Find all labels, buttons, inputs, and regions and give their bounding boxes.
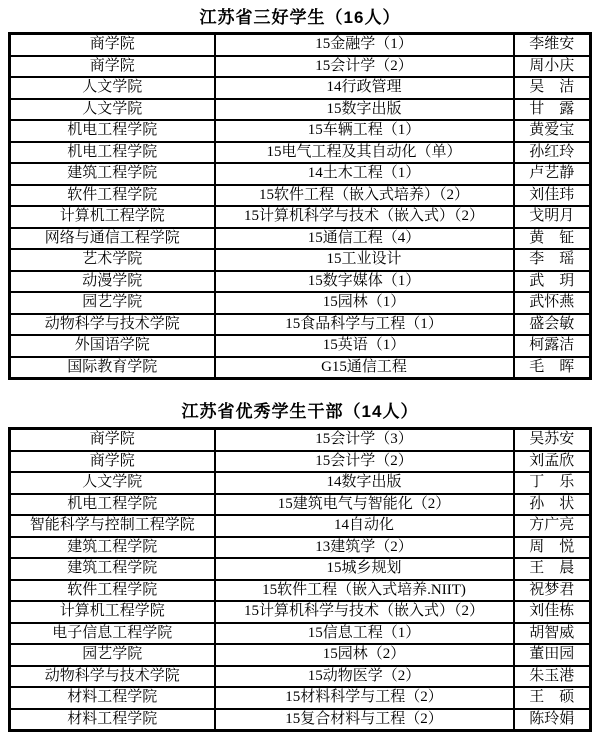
major-cell: 15英语（1） bbox=[215, 335, 514, 357]
table-row bbox=[10, 271, 591, 293]
cadres-table-body bbox=[10, 429, 591, 731]
major-cell: 13建筑学（2） bbox=[215, 537, 514, 559]
table-row bbox=[10, 666, 591, 688]
college-cell: 人文学院 bbox=[10, 99, 215, 121]
name-cell: 刘佳栋 bbox=[514, 601, 591, 623]
table-row bbox=[10, 77, 591, 99]
major-cell: 15软件工程（嵌入式培养.NIIT) bbox=[215, 580, 514, 602]
name-cell: 丁 乐 bbox=[514, 472, 591, 494]
major-cell: 15金融学（1） bbox=[215, 34, 514, 56]
name-cell: 李 瑶 bbox=[514, 249, 591, 271]
name-cell: 甘 露 bbox=[514, 99, 591, 121]
name-cell: 祝梦君 bbox=[514, 580, 591, 602]
table-row bbox=[10, 99, 591, 121]
name-cell: 董田园 bbox=[514, 644, 591, 666]
college-cell: 智能科学与控制工程学院 bbox=[10, 515, 215, 537]
major-cell: 15城乡规划 bbox=[215, 558, 514, 580]
excellent-cadres-table bbox=[8, 427, 592, 732]
major-cell: 14土木工程（1） bbox=[215, 163, 514, 185]
major-cell: 15计算机科学与技术（嵌入式）（2） bbox=[215, 206, 514, 228]
name-cell: 李维安 bbox=[514, 34, 591, 56]
table-row bbox=[10, 120, 591, 142]
name-cell: 柯露洁 bbox=[514, 335, 591, 357]
table-row bbox=[10, 601, 591, 623]
table-row bbox=[10, 515, 591, 537]
table-row bbox=[10, 185, 591, 207]
college-cell: 计算机工程学院 bbox=[10, 601, 215, 623]
college-cell: 商学院 bbox=[10, 34, 215, 56]
college-cell: 软件工程学院 bbox=[10, 580, 215, 602]
college-cell: 机电工程学院 bbox=[10, 120, 215, 142]
table-row bbox=[10, 558, 591, 580]
section-title-sanhao: 江苏省三好学生（16人） bbox=[199, 8, 401, 27]
college-cell: 建筑工程学院 bbox=[10, 163, 215, 185]
college-cell: 园艺学院 bbox=[10, 292, 215, 314]
major-cell: 15软件工程（嵌入式培养）（2） bbox=[215, 185, 514, 207]
major-cell: 15车辆工程（1） bbox=[215, 120, 514, 142]
college-cell: 商学院 bbox=[10, 429, 215, 451]
college-cell: 网络与通信工程学院 bbox=[10, 228, 215, 250]
college-cell: 外国语学院 bbox=[10, 335, 215, 357]
table-row bbox=[10, 292, 591, 314]
table-row bbox=[10, 709, 591, 731]
college-cell: 国际教育学院 bbox=[10, 357, 215, 379]
name-cell: 卢艺静 bbox=[514, 163, 591, 185]
name-cell: 胡智威 bbox=[514, 623, 591, 645]
college-cell: 园艺学院 bbox=[10, 644, 215, 666]
table-row bbox=[10, 34, 591, 56]
sanhao-table-body bbox=[10, 34, 591, 379]
table-row bbox=[10, 335, 591, 357]
college-cell: 人文学院 bbox=[10, 472, 215, 494]
major-cell: 15信息工程（1） bbox=[215, 623, 514, 645]
college-cell: 动漫学院 bbox=[10, 271, 215, 293]
college-cell: 计算机工程学院 bbox=[10, 206, 215, 228]
major-cell: 15会计学（2） bbox=[215, 56, 514, 78]
name-cell: 周小庆 bbox=[514, 56, 591, 78]
table-row bbox=[10, 357, 591, 379]
table-row bbox=[10, 56, 591, 78]
name-cell: 王 晨 bbox=[514, 558, 591, 580]
major-cell: 15会计学（3） bbox=[215, 429, 514, 451]
college-cell: 机电工程学院 bbox=[10, 142, 215, 164]
major-cell: 15通信工程（4） bbox=[215, 228, 514, 250]
major-cell: 14数字出版 bbox=[215, 472, 514, 494]
name-cell: 黄爱宝 bbox=[514, 120, 591, 142]
major-cell: 15会计学（2） bbox=[215, 451, 514, 473]
major-cell: 15食品科学与工程（1） bbox=[215, 314, 514, 336]
name-cell: 王 硕 bbox=[514, 687, 591, 709]
table-row bbox=[10, 429, 591, 451]
major-cell: 15材料科学与工程（2） bbox=[215, 687, 514, 709]
college-cell: 建筑工程学院 bbox=[10, 537, 215, 559]
college-cell: 机电工程学院 bbox=[10, 494, 215, 516]
table-row bbox=[10, 228, 591, 250]
table-row bbox=[10, 206, 591, 228]
college-cell: 电子信息工程学院 bbox=[10, 623, 215, 645]
name-cell: 朱玉港 bbox=[514, 666, 591, 688]
table-row bbox=[10, 142, 591, 164]
college-cell: 人文学院 bbox=[10, 77, 215, 99]
major-cell: 15建筑电气与智能化（2） bbox=[215, 494, 514, 516]
name-cell: 孙红玲 bbox=[514, 142, 591, 164]
table-row bbox=[10, 314, 591, 336]
name-cell: 戈明月 bbox=[514, 206, 591, 228]
name-cell: 武怀燕 bbox=[514, 292, 591, 314]
table-row bbox=[10, 623, 591, 645]
table-row bbox=[10, 537, 591, 559]
name-cell: 刘佳玮 bbox=[514, 185, 591, 207]
college-cell: 商学院 bbox=[10, 56, 215, 78]
major-cell: G15通信工程 bbox=[215, 357, 514, 379]
major-cell: 15数字媒体（1） bbox=[215, 271, 514, 293]
sanhao-students-table bbox=[8, 32, 592, 380]
table-row bbox=[10, 644, 591, 666]
major-cell: 15园林（1） bbox=[215, 292, 514, 314]
table-row bbox=[10, 451, 591, 473]
table-row bbox=[10, 580, 591, 602]
major-cell: 15电气工程及其自动化（单） bbox=[215, 142, 514, 164]
name-cell: 陈玲娟 bbox=[514, 709, 591, 731]
name-cell: 刘孟欣 bbox=[514, 451, 591, 473]
section-title-youxiu-ganbu: 江苏省优秀学生干部（14人） bbox=[181, 402, 419, 421]
name-cell: 黄 钲 bbox=[514, 228, 591, 250]
table-row bbox=[10, 687, 591, 709]
table-row bbox=[10, 249, 591, 271]
major-cell: 15计算机科学与技术（嵌入式）（2） bbox=[215, 601, 514, 623]
college-cell: 艺术学院 bbox=[10, 249, 215, 271]
college-cell: 材料工程学院 bbox=[10, 709, 215, 731]
major-cell: 15园林（2） bbox=[215, 644, 514, 666]
major-cell: 15复合材料与工程（2） bbox=[215, 709, 514, 731]
major-cell: 15数字出版 bbox=[215, 99, 514, 121]
table-row bbox=[10, 163, 591, 185]
name-cell: 周 悦 bbox=[514, 537, 591, 559]
name-cell: 盛会敏 bbox=[514, 314, 591, 336]
name-cell: 方广亮 bbox=[514, 515, 591, 537]
name-cell: 吴 洁 bbox=[514, 77, 591, 99]
name-cell: 吴苏安 bbox=[514, 429, 591, 451]
table-row bbox=[10, 494, 591, 516]
major-cell: 14行政管理 bbox=[215, 77, 514, 99]
major-cell: 14自动化 bbox=[215, 515, 514, 537]
college-cell: 软件工程学院 bbox=[10, 185, 215, 207]
college-cell: 动物科学与技术学院 bbox=[10, 314, 215, 336]
name-cell: 毛 晖 bbox=[514, 357, 591, 379]
college-cell: 建筑工程学院 bbox=[10, 558, 215, 580]
table-row bbox=[10, 472, 591, 494]
major-cell: 15动物医学（2） bbox=[215, 666, 514, 688]
college-cell: 材料工程学院 bbox=[10, 687, 215, 709]
major-cell: 15工业设计 bbox=[215, 249, 514, 271]
college-cell: 动物科学与技术学院 bbox=[10, 666, 215, 688]
college-cell: 商学院 bbox=[10, 451, 215, 473]
name-cell: 孙 状 bbox=[514, 494, 591, 516]
name-cell: 武 玥 bbox=[514, 271, 591, 293]
